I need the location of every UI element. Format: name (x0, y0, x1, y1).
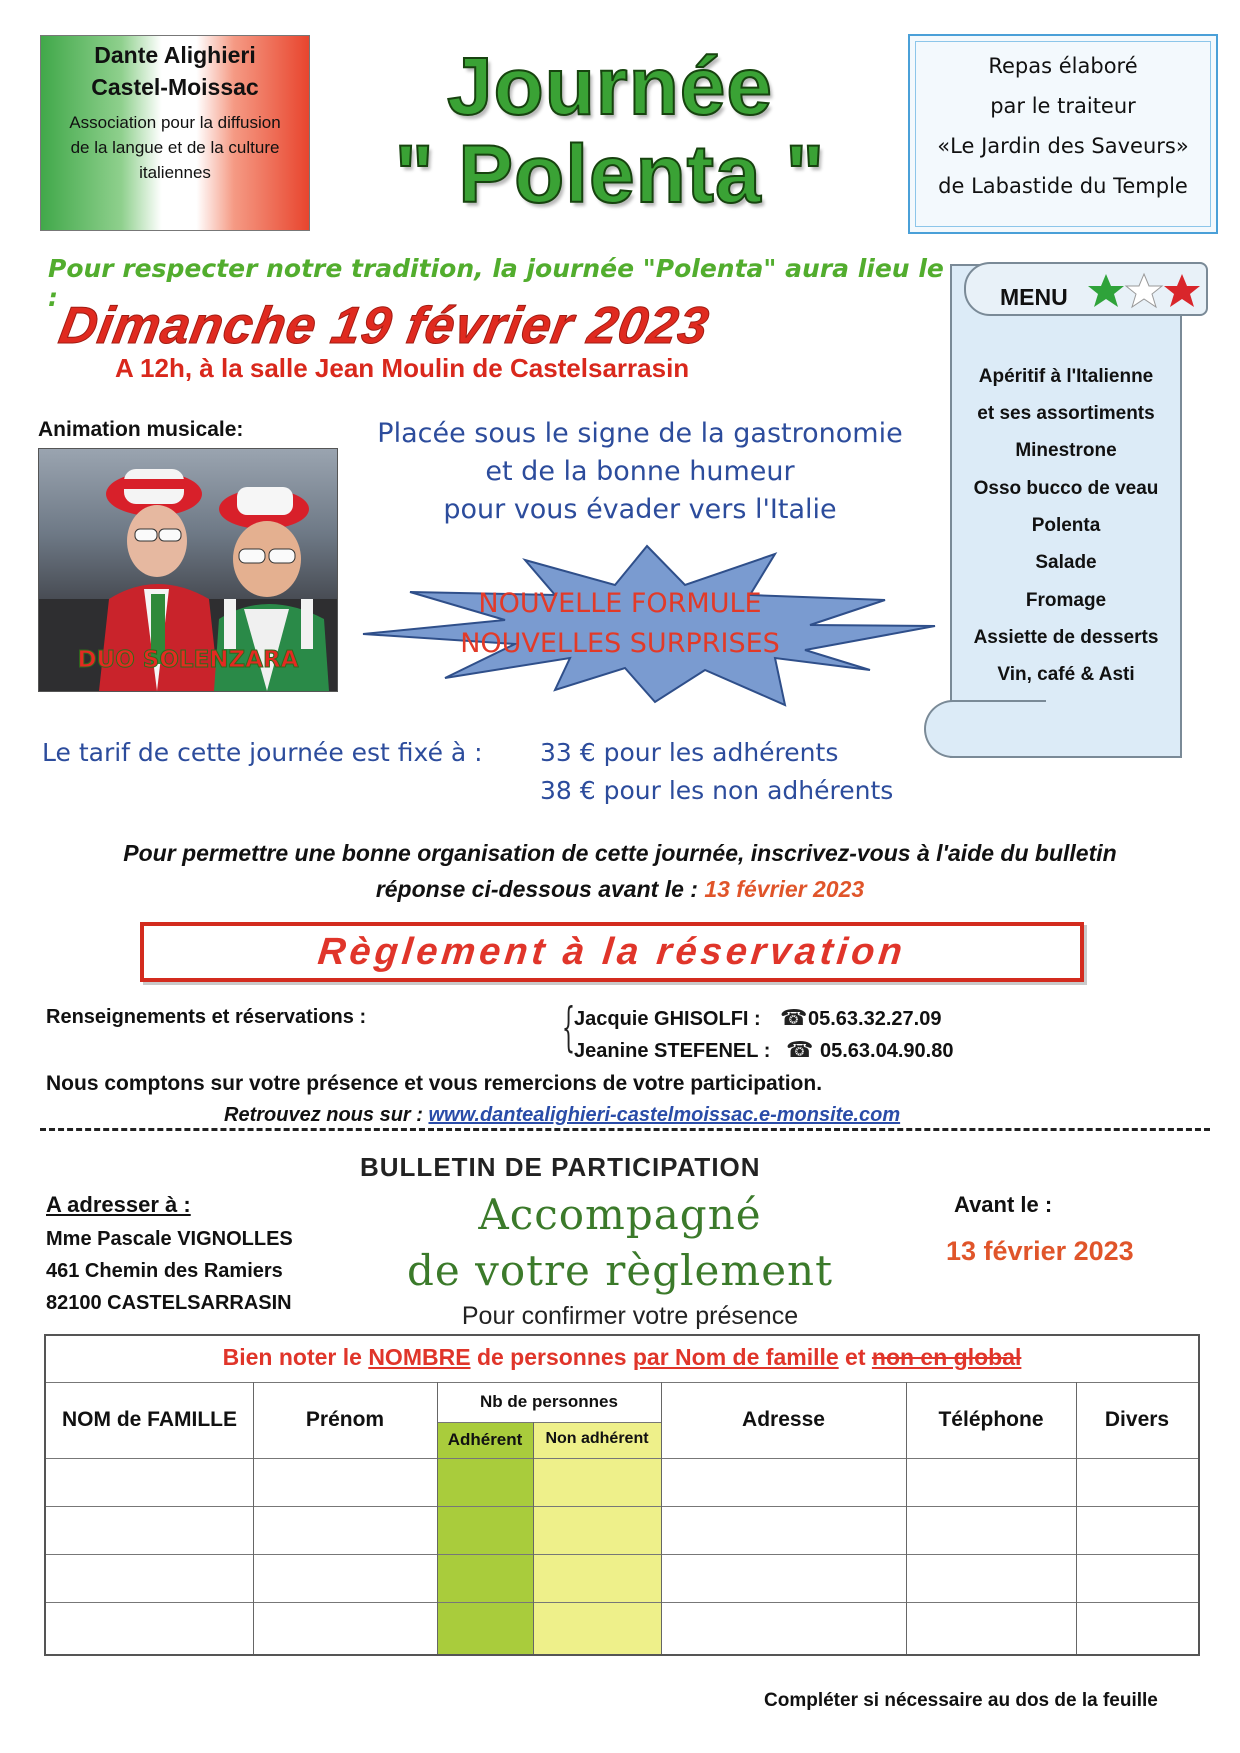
table-note (46, 1344, 1198, 1371)
association-logo (40, 35, 310, 231)
title-line-2: " Polenta " (394, 129, 826, 220)
caterer-line-1: Repas élaboré (988, 54, 1138, 78)
header-telephone: Téléphone (938, 1408, 1044, 1431)
header-nb-personnes: Nb de personnes (480, 1392, 618, 1411)
thanks-text: Nous comptons sur votre présence et vous remercions de votre participation. (46, 1072, 823, 1095)
phone-icon: ☎ (786, 1038, 814, 1063)
caterer-line-4: de Labastide du Temple (938, 174, 1188, 198)
address-label: A adresser à : (46, 1192, 191, 1217)
table-grid-line (46, 1382, 1198, 1383)
table-grid-line (46, 1554, 1198, 1555)
accompanied-line-1: Accompagné (478, 1190, 762, 1239)
theme-line-3: pour vous évader vers l'Italie (443, 494, 837, 525)
address-line-1: Mme Pascale VIGNOLLES (46, 1228, 293, 1250)
header-adresse: Adresse (742, 1408, 825, 1431)
logo-line-5: italiennes (139, 163, 211, 182)
note-part: NOMBRE (368, 1344, 471, 1370)
note-part: non en global (871, 1344, 1022, 1370)
participation-table (44, 1334, 1200, 1656)
menu-item: Minestrone (1015, 440, 1117, 461)
address-line-3: 82100 CASTELSARRASIN (46, 1292, 292, 1314)
accompanied-line-2: de votre règlement (407, 1246, 833, 1295)
registration-deadline: 13 février 2023 (704, 876, 865, 902)
contact-1-name: Jacquie GHISOLFI : (574, 1008, 761, 1030)
adherent-column-fill (437, 1422, 533, 1654)
menu-scroll-bottom (924, 700, 1046, 758)
logo-description (41, 110, 309, 185)
logo-line-4: de la langue et de la culture (70, 138, 280, 157)
menu-item: Assiette de desserts (973, 627, 1159, 648)
header-adherent: Adhérent (447, 1430, 523, 1449)
caterer-line-2: par le traiteur (990, 94, 1136, 118)
cut-line (40, 1128, 1210, 1131)
band-name: DUO SOLENZARA (77, 647, 299, 673)
tarif-non-members: 38 € pour les non adhérents (540, 776, 894, 805)
before-date: 13 février 2023 (946, 1236, 1134, 1266)
band-photo (38, 448, 338, 692)
menu-title: MENU (1000, 284, 1068, 310)
menu-item: Polenta (1031, 515, 1101, 536)
table-grid-line (46, 1458, 1198, 1459)
table-grid-line (437, 1382, 438, 1654)
menu-item: Apéritif à l'Italienne (978, 366, 1154, 387)
note-part: de personnes (476, 1344, 627, 1370)
header-prenom: Prénom (305, 1408, 385, 1431)
header-nom: NOM de FAMILLE (62, 1408, 237, 1431)
contact-1-phone: 05.63.32.27.09 (808, 1008, 942, 1030)
caterer-line-3: «Le Jardin des Saveurs» (937, 134, 1189, 158)
footer-note: Compléter si nécessaire au dos de la feuille (764, 1690, 1158, 1711)
header-non-adherent: Non adhérent (545, 1430, 649, 1447)
tarif-members: 33 € pour les adhérents (540, 738, 839, 767)
table-grid-line (46, 1506, 1198, 1507)
tarif-label: Le tarif de cette journée est fixé à : (42, 738, 483, 767)
burst-line-2: NOUVELLES SURPRISES (460, 628, 780, 659)
theme-line-1: Placée sous le signe de la gastronomie (377, 418, 903, 449)
bulletin-heading: BULLETIN DE PARTICIPATION (360, 1152, 761, 1182)
logo-line-1: Dante Alighieri (94, 42, 256, 68)
contact-2-name: Jeanine STEFENEL : (574, 1040, 771, 1062)
note-part: et (845, 1344, 866, 1370)
registration-prefix: réponse ci-dessous avant le : (375, 876, 698, 902)
website-link[interactable]: www.dantealighieri-castelmoissac.e-monsite.com (428, 1104, 901, 1126)
menu-stars-icon (1088, 272, 1200, 312)
caterer-box (908, 34, 1218, 234)
address-line-2: 461 Chemin des Ramiers (46, 1260, 283, 1282)
before-label: Avant le : (954, 1192, 1053, 1217)
title-line-1: Journée (447, 41, 773, 132)
header-divers: Divers (1104, 1408, 1170, 1431)
menu-item: Osso bucco de veau (973, 478, 1159, 499)
menu-item: Fromage (1025, 590, 1107, 611)
note-part: par Nom de famille (632, 1344, 839, 1370)
website-label: Retrouvez nous sur : (224, 1104, 423, 1126)
theme-line-2: et de la bonne humeur (485, 456, 795, 487)
contact-2-phone: 05.63.04.90.80 (820, 1040, 954, 1062)
starburst-shape (355, 540, 940, 710)
intro-text: Pour respecter notre tradition, la journée "Polenta" aura lieu le : (48, 254, 944, 312)
contacts-brace: { (561, 998, 576, 1058)
menu-item: Salade (1035, 552, 1097, 573)
table-grid-line (46, 1602, 1198, 1603)
menu-item: Vin, café & Asti (997, 664, 1135, 685)
event-venue: A 12h, à la salle Jean Moulin de Castelsarrasin (115, 353, 690, 383)
registration-line-1: Pour permettre une bonne organisation de cette journée, inscrivez-vous à l'aide du bulletin (123, 840, 1117, 866)
table-grid-line (533, 1422, 534, 1654)
website-line (224, 1104, 900, 1127)
logo-line-2: Castel-Moissac (91, 74, 259, 100)
confirm-text: Pour confirmer votre présence (461, 1302, 799, 1330)
non-adherent-column-fill (533, 1422, 661, 1654)
payment-banner (140, 922, 1084, 982)
table-grid-line (437, 1422, 661, 1423)
event-date: Dimanche 19 février 2023 (54, 297, 714, 355)
logo-line-3: Association pour la diffusion (69, 113, 281, 132)
burst-line-1: NOUVELLE FORMULE (478, 588, 762, 619)
contacts-label: Renseignements et réservations : (46, 1006, 367, 1028)
phone-icon: ☎ (780, 1006, 808, 1031)
animation-label: Animation musicale: (38, 418, 244, 441)
payment-banner-text: Règlement à la réservation (315, 931, 909, 973)
note-part: Bien noter le (222, 1344, 362, 1370)
registration-line-2 (30, 876, 1210, 903)
menu-item: et ses assortiments (977, 403, 1155, 424)
